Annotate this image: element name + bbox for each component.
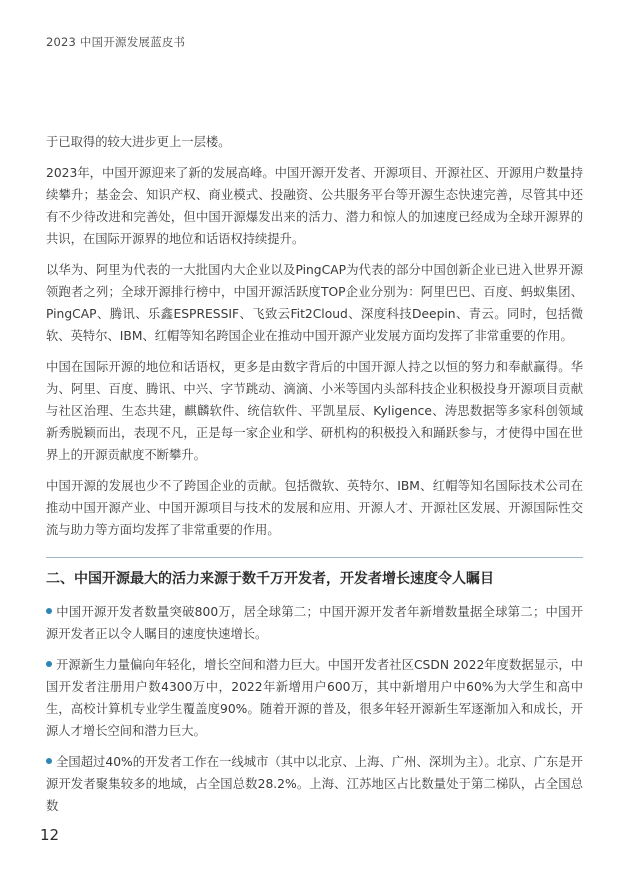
paragraph-1: 于已取得的较大进步更上一层楼。 (46, 135, 231, 149)
paragraph-4: 中国在国际开源的地位和话语权，更多是由数字背后的中国开源人持之以恒的努力和奉献赢得。华为、阿里、百度、腾讯、中兴、字节跳动、滴滴、小米等国内头部科技企业积极投身开源项目贡献与社区治理、生态共建，麒麟软件、统信软件、平凯星辰、Kyligence、涛思数据等多家科创领域新秀脱颖而出，表现不凡，正是每一家企业和学、研机构的积极投入和踊跃参与，才使得中国在世界上的开源贡献度不断攀升。 (46, 360, 583, 462)
bullet-item-3 (46, 751, 583, 817)
bullet-dot-icon (46, 608, 52, 614)
section-heading: 二、中国开源最大的活力来源于数千万开发者，开发者增长速度令人瞩目 (46, 557, 583, 589)
bullet-dot-icon (46, 758, 52, 764)
page-content (46, 131, 583, 826)
bullet-dot-icon (46, 661, 52, 667)
paragraph-3: 以华为、阿里为代表的一大批国内大企业以及PingCAP为代表的部分中国创新企业已进入世界开源领跑者之列；全球开源排行榜中，中国开源活跃度TOP企业分别为：阿里巴巴、百度、蚂蚁集团、PingCAP、腾讯、乐鑫ESPRESSIF、飞致云Fit2Cloud、深度科技Deepin、青云。同时，包括微软、英特尔、IBM、红帽等知名跨国企业在推动中国开源产业发展方面均发挥了非常重要的作用。 (46, 263, 583, 343)
running-header: 2023 中国开源发展蓝皮书 (46, 35, 186, 49)
bullet-text: 开源新生力量偏向年轻化，增长空间和潜力巨大。中国开发者社区CSDN 2022年度数据显示，中国开发者注册用户数4300万中，2022年新增用户600万，其中新增用户中60%为大学生和高中生，高校计算机专业学生覆盖度90%。随着开源的普及，很多年轻开源新生军逐渐加入和成长，开源人才增长空间和潜力巨大。 (46, 658, 583, 738)
bullet-text: 中国开源开发者数量突破800万，居全球第二；中国开源开发者年新增数量据全球第二；中国开源开发者正以令人瞩目的速度快速增长。 (46, 605, 583, 641)
paragraph-2: 2023年，中国开源迎来了新的发展高峰。中国开源开发者、开源项目、开源社区、开源用户数量持续攀升；基金会、知识产权、商业模式、投融资、公共服务平台等开源生态快速完善，尽管其中还有不少待改进和完善处，但中国开源爆发出来的活力、潜力和惊人的加速度已经成为全球开源界的共识，在国际开源界的地位和话语权持续提升。 (46, 166, 583, 246)
page-number: 12 (40, 826, 60, 844)
bullet-item-1 (46, 601, 583, 645)
paragraph-5: 中国开源的发展也少不了跨国企业的贡献。包括微软、英特尔、IBM、红帽等知名国际技术公司在推动中国开源产业、中国开源项目与技术的发展和应用、开源人才、开源社区发展、开源国际性交流与助力等方面均发挥了非常重要的作用。 (46, 479, 583, 537)
bullet-item-2 (46, 654, 583, 742)
bullet-text: 全国超过40%的开发者工作在一线城市（其中以北京、上海、广州、深圳为主）。北京、广东是开源开发者聚集较多的地域，占全国总数28.2%。上海、江苏地区占比数量处于第二梯队，占全国总数 (46, 755, 583, 813)
